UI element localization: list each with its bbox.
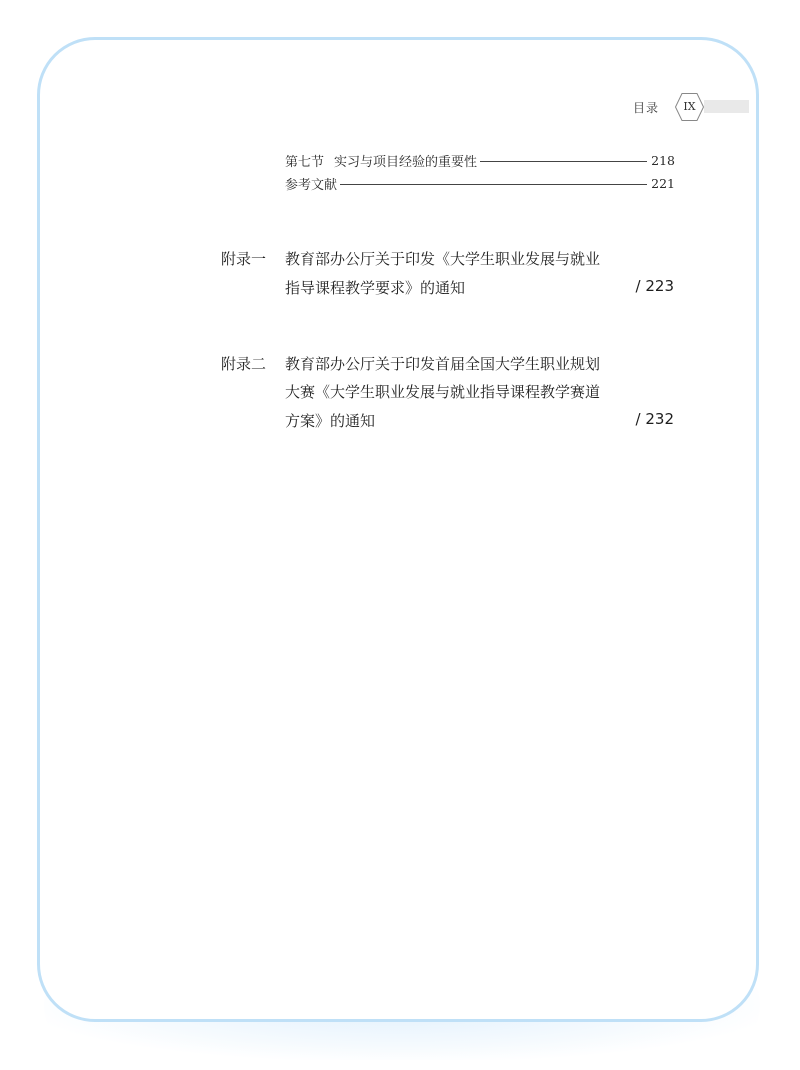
appendix-title-line[interactable]: 教育部办公厅关于印发首届全国大学生职业规划 [285, 355, 601, 373]
toc-leader-line [340, 184, 647, 185]
appendix-title-line[interactable]: 方案》的通知 [285, 412, 376, 430]
appendix-label: 附录二 [221, 355, 267, 373]
toc-entry[interactable] [285, 151, 675, 169]
appendix-title-line[interactable]: 指导课程教学要求》的通知 [285, 279, 466, 297]
appendix-label: 附录一 [221, 250, 267, 268]
header-bar [704, 100, 749, 113]
toc-entry-title: 参考文献 [285, 177, 338, 193]
appendix-title-line[interactable]: 大赛《大学生职业发展与就业指导课程教学赛道 [285, 383, 601, 401]
toc-leader-line [480, 161, 647, 162]
appendix-page: / 223 [635, 277, 674, 295]
running-header-label: 目录 [633, 101, 660, 115]
toc-entry[interactable] [285, 174, 675, 192]
appendix-title-line[interactable]: 教育部办公厅关于印发《大学生职业发展与就业 [285, 250, 601, 268]
toc-entry-page: 221 [651, 175, 675, 191]
appendix-page: / 232 [635, 410, 674, 428]
toc-entry-page: 218 [651, 152, 675, 168]
page-number: IX [683, 100, 696, 113]
toc-entry-title: 实习与项目经验的重要性 [334, 154, 478, 170]
toc-entry-chapter: 第七节 [285, 154, 325, 170]
